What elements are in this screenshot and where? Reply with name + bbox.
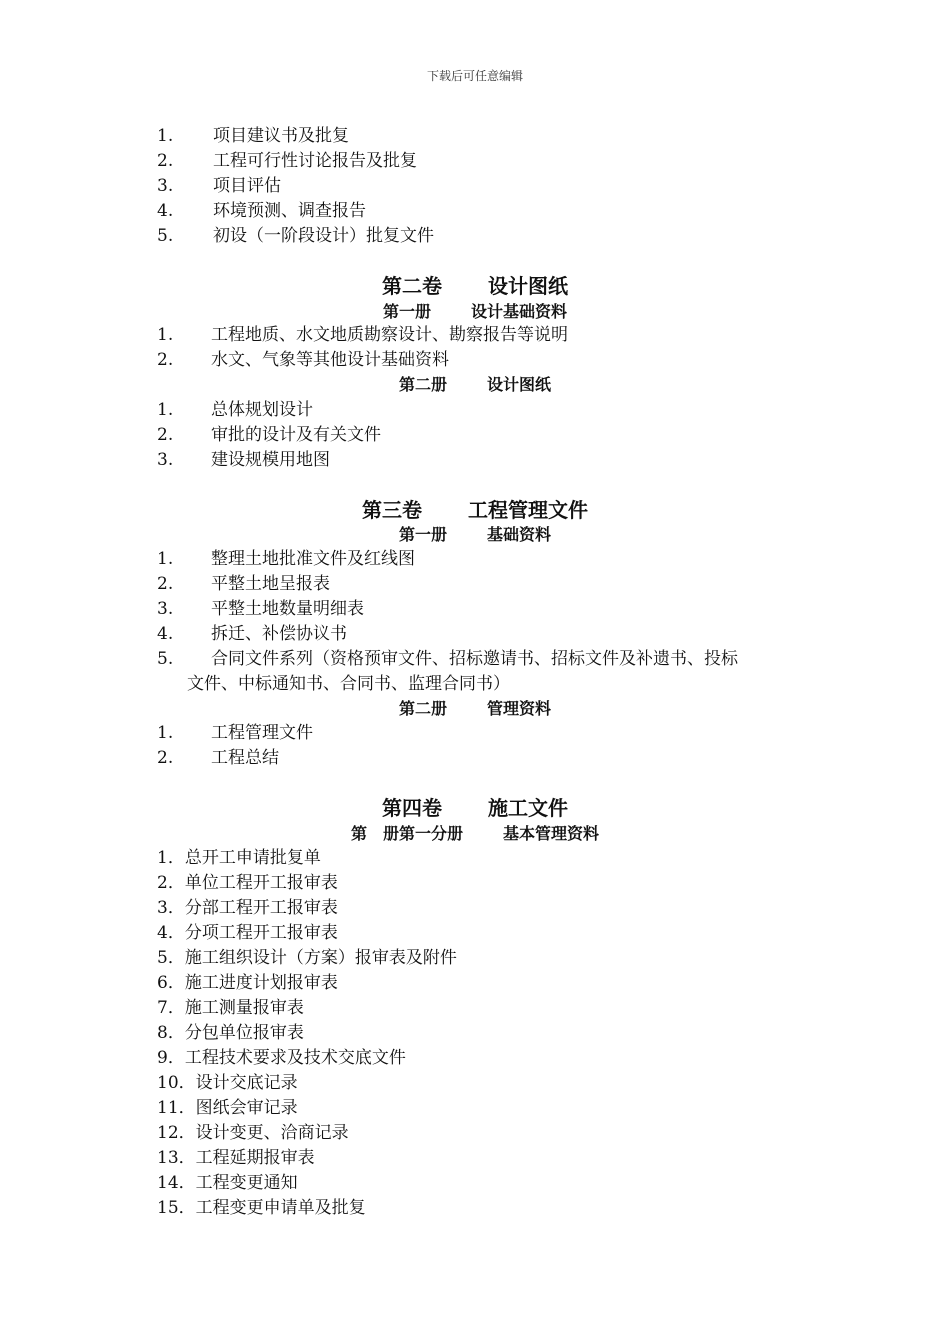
item-text: 平整土地数量明细表: [211, 599, 364, 619]
volume-name: 施工文件: [488, 796, 568, 820]
book-title: [0, 697, 950, 721]
volume-title: [0, 794, 950, 822]
item-text: 工程总结: [211, 748, 279, 768]
item-number: 1.: [157, 723, 174, 743]
item-text: 15．工程变更申请单及批复: [157, 1198, 366, 1218]
volume-name: 工程管理文件: [468, 498, 588, 522]
item-number: 4.: [157, 624, 174, 644]
volume-title: [0, 272, 950, 300]
item-number: 1.: [157, 400, 174, 420]
book-title: [0, 822, 950, 846]
item-number: 2.: [157, 574, 174, 594]
item-text: 合同文件系列（资格预审文件、招标邀请书、招标文件及补遗书、投标: [211, 649, 738, 669]
item-text: 工程可行性讨论报告及批复: [213, 151, 417, 171]
book-title: [0, 523, 950, 547]
book-title: [0, 300, 950, 324]
book-name: 基本管理资料: [503, 824, 600, 843]
book-number: 第一册: [398, 525, 447, 544]
item-text: 水文、气象等其他设计基础资料: [211, 350, 449, 370]
book-number: 第一册: [382, 302, 431, 321]
item-text: 整理土地批准文件及红线图: [211, 549, 415, 569]
item-number: 2.: [157, 425, 174, 445]
item-text: 9．工程技术要求及技术交底文件: [157, 1048, 406, 1068]
item-number: 2.: [157, 748, 174, 768]
item-number: 5.: [157, 649, 174, 669]
item-number: 2.: [157, 350, 174, 370]
book-name: 设计基础资料: [471, 302, 568, 321]
item-text: 审批的设计及有关文件: [211, 425, 381, 445]
book-title: [0, 373, 950, 397]
item-text: 12．设计变更、洽商记录: [157, 1123, 349, 1143]
item-text: 14．工程变更通知: [157, 1173, 298, 1193]
volume-title: [0, 496, 950, 524]
item-number: 4.: [157, 201, 174, 221]
item-text: 2．单位工程开工报审表: [157, 873, 338, 893]
item-text: 11．图纸会审记录: [157, 1098, 298, 1118]
item-text: 建设规模用地图: [211, 450, 330, 470]
volume-number: 第二卷: [382, 274, 442, 298]
book-number: 第 册第一分册: [350, 824, 463, 843]
item-text: 环境预测、调查报告: [213, 201, 366, 221]
item-text: 拆迁、补偿协议书: [211, 624, 347, 644]
item-number: 3.: [157, 599, 174, 619]
item-text: 8．分包单位报审表: [157, 1023, 304, 1043]
item-number: 3.: [157, 450, 174, 470]
item-text: 文件、中标通知书、合同书、监理合同书）: [187, 674, 510, 694]
item-text: 平整土地呈报表: [211, 574, 330, 594]
page-header: 下载后可任意编辑: [426, 69, 523, 83]
volume-number: 第三卷: [362, 498, 422, 522]
item-text: 总体规划设计: [211, 400, 313, 420]
book-number: 第二册: [398, 375, 447, 394]
item-number: 1.: [157, 325, 174, 345]
item-number: 2.: [157, 151, 174, 171]
volume-name: 设计图纸: [488, 274, 568, 298]
item-text: 工程地质、水文地质勘察设计、勘察报告等说明: [211, 325, 568, 345]
item-text: 工程管理文件: [211, 723, 313, 743]
item-number: 3.: [157, 176, 174, 196]
book-name: 设计图纸: [487, 375, 552, 394]
item-number: 1.: [157, 549, 174, 569]
item-text: 初设（一阶段设计）批复文件: [213, 226, 434, 246]
item-text: 4．分项工程开工报审表: [157, 923, 338, 943]
book-name: 基础资料: [487, 525, 552, 544]
item-text: 7．施工测量报审表: [157, 998, 304, 1018]
item-number: 5.: [157, 226, 174, 246]
item-text: 3．分部工程开工报审表: [157, 898, 338, 918]
book-name: 管理资料: [487, 699, 552, 718]
book-number: 第二册: [398, 699, 447, 718]
item-text: 5．施工组织设计（方案）报审表及附件: [157, 948, 457, 968]
item-number: 1.: [157, 126, 174, 146]
item-text: 1．总开工申请批复单: [157, 848, 321, 868]
item-text: 6．施工进度计划报审表: [157, 973, 338, 993]
item-text: 10．设计交底记录: [157, 1073, 298, 1093]
item-text: 项目评估: [213, 176, 281, 196]
item-text: 13．工程延期报审表: [157, 1148, 315, 1168]
item-text: 项目建议书及批复: [213, 126, 349, 146]
volume-number: 第四卷: [382, 796, 442, 820]
